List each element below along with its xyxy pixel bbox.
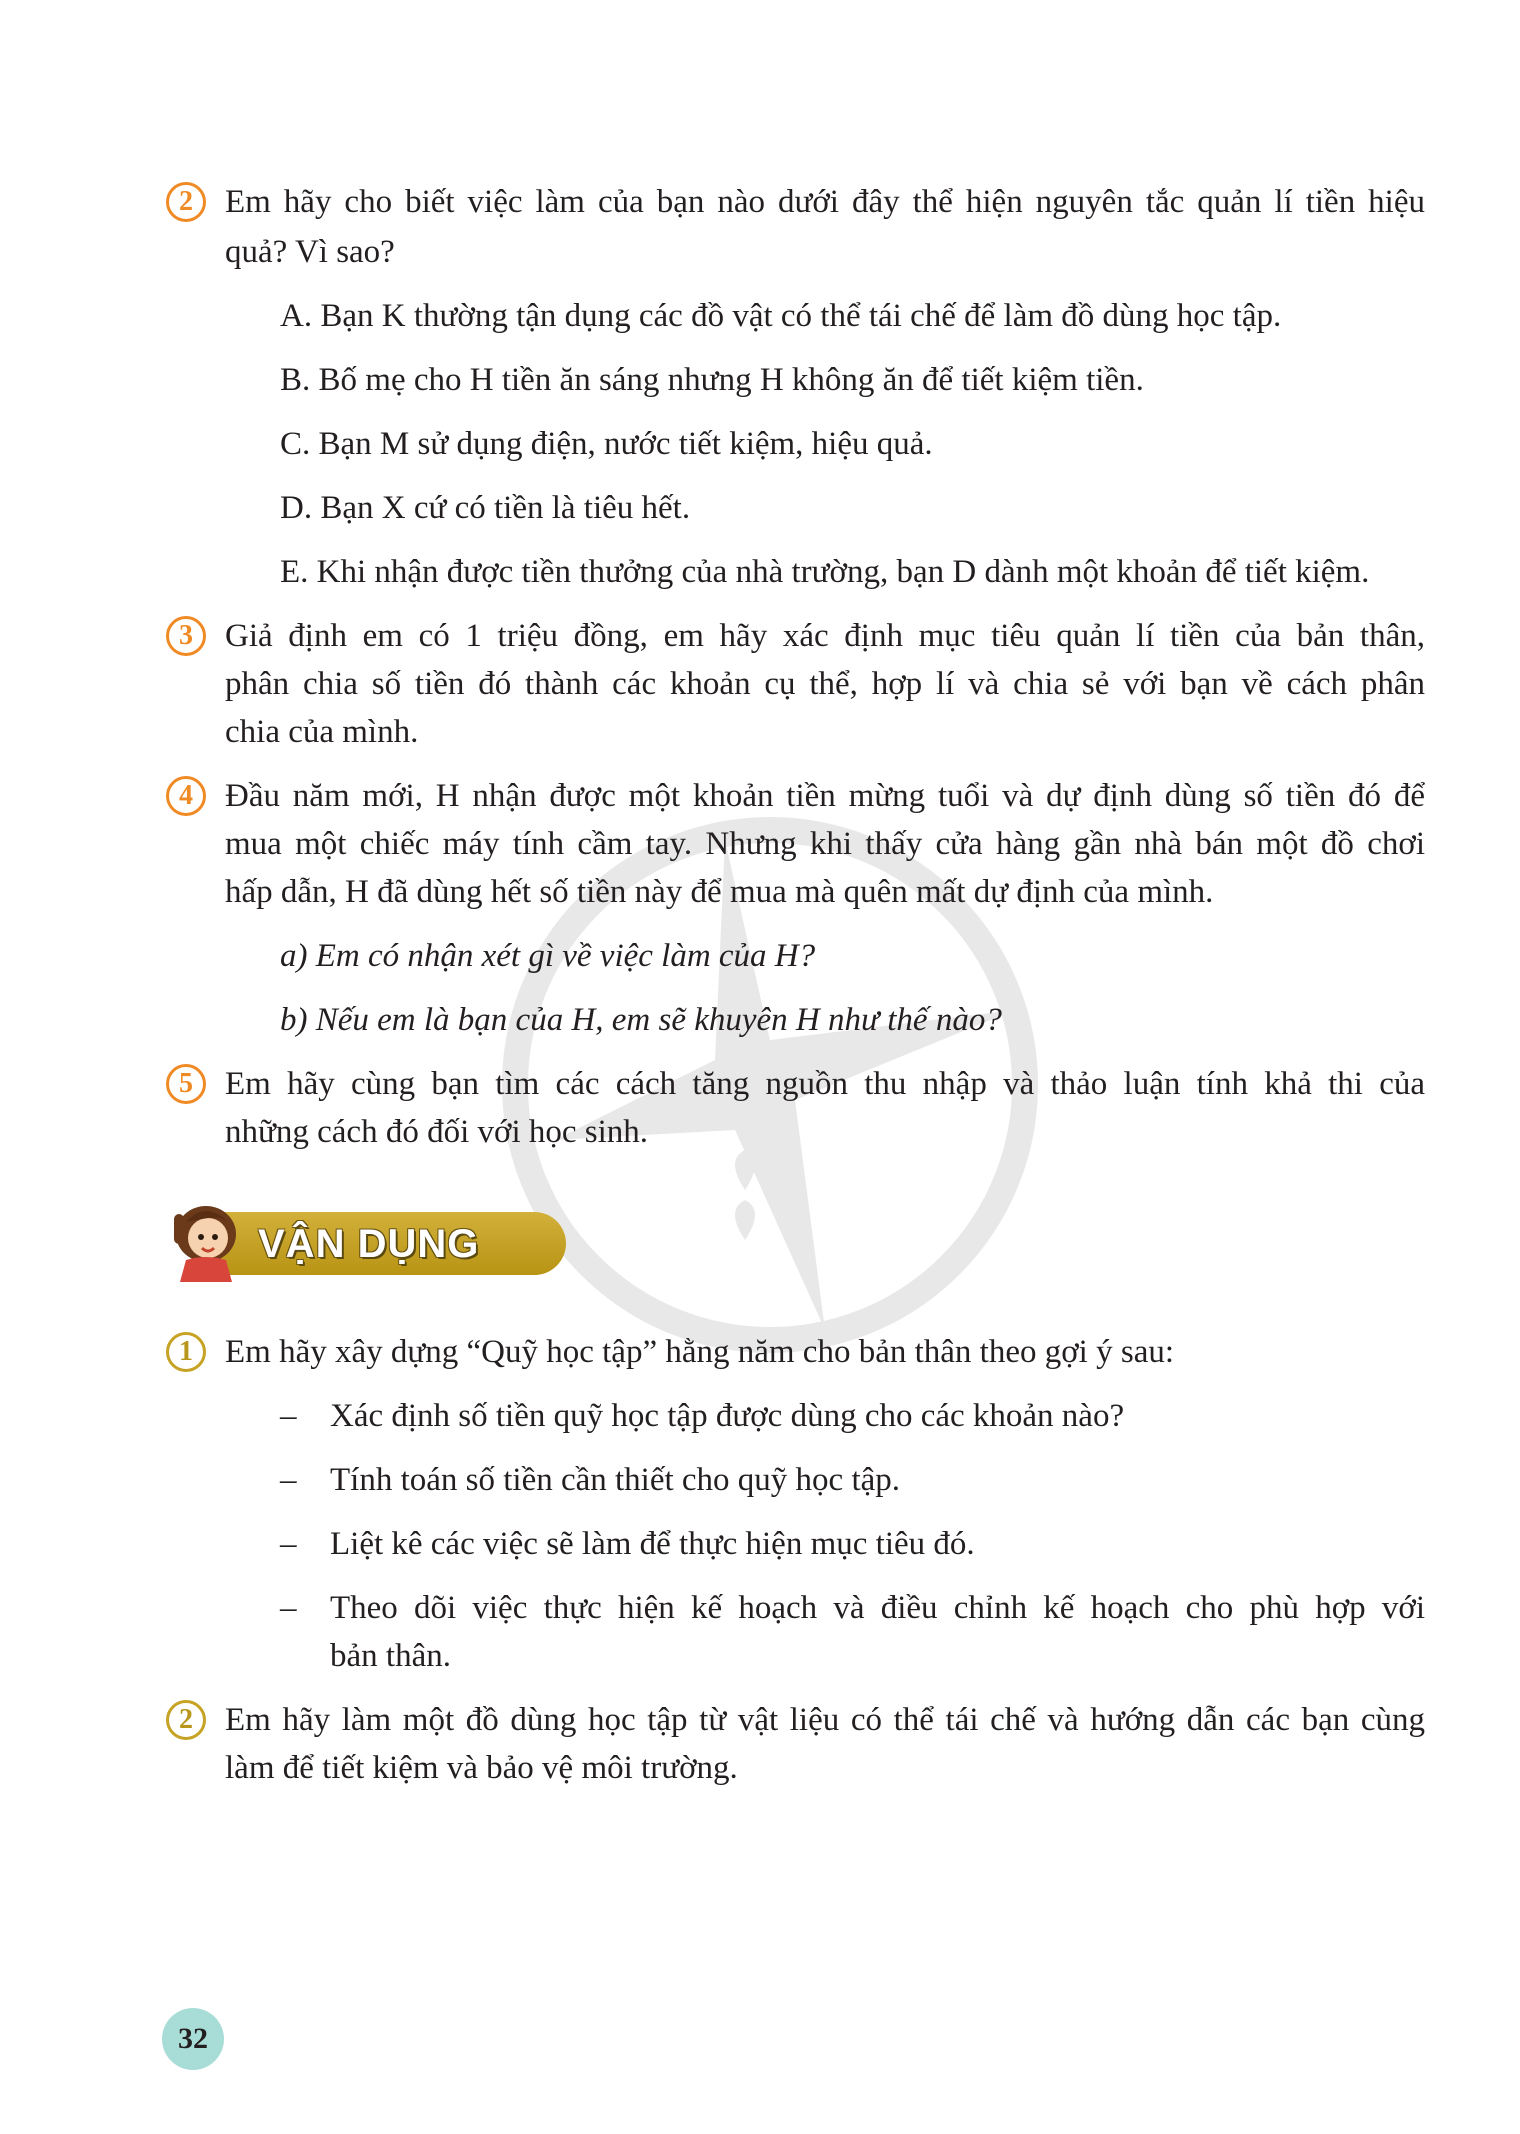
option-b: B. Bố mẹ cho H tiền ăn sáng nhưng H không ăn để tiết kiệm tiền.: [280, 362, 1144, 398]
exercise-number-badge: 3: [166, 616, 206, 656]
exercise-5-text-cont: những cách đó đối với học sinh.: [225, 1114, 649, 1150]
exercise-4-text-end: hấp dẫn, H đã dùng hết số tiền này để mua mà quên mất dự định của mình.: [225, 874, 1214, 910]
bullet-dash: –: [280, 1590, 297, 1626]
application-1-text: Em hãy xây dựng “Quỹ học tập” hằng năm cho bản thân theo gợi ý sau:: [225, 1334, 1175, 1370]
exercise-number-badge: 5: [166, 1064, 206, 1104]
exercise-4-text-cont: mua một chiếc máy tính cầm tay. Nhưng khi thấy cửa hàng gần nhà bán một đồ chơi: [225, 826, 1425, 862]
bullet-dash: –: [280, 1526, 297, 1562]
option-e: E. Khi nhận được tiền thưởng của nhà trường, bạn D dành một khoản để tiết kiệm.: [280, 554, 1370, 590]
exercise-number-badge: 2: [166, 182, 206, 222]
exercise-2-text-cont: quả? Vì sao?: [225, 234, 395, 270]
option-d: D. Bạn X cứ có tiền là tiêu hết.: [280, 490, 691, 526]
exercise-4-text: Đầu năm mới, H nhận được một khoản tiền mừng tuổi và dự định dùng số tiền đó để: [225, 778, 1425, 814]
exercise-4-sub-a: a) Em có nhận xét gì về việc làm của H?: [280, 938, 816, 974]
application-2-text-cont: làm để tiết kiệm và bảo vệ môi trường.: [225, 1750, 738, 1786]
exercise-4-sub-b: b) Nếu em là bạn của H, em sẽ khuyên H như thế nào?: [280, 1002, 1002, 1038]
exercise-2-text: Em hãy cho biết việc làm của bạn nào dưới đây thể hiện nguyên tắc quản lí tiền hiệu: [225, 184, 1425, 220]
exercise-5-text: Em hãy cùng bạn tìm các cách tăng nguồn thu nhập và thảo luận tính khả thi của: [225, 1066, 1425, 1102]
application-1-item: Xác định số tiền quỹ học tập được dùng cho các khoản nào?: [330, 1398, 1125, 1434]
exercise-3-text-end: chia của mình.: [225, 714, 419, 750]
application-1-item: Theo dõi việc thực hiện kế hoạch và điều chỉnh kế hoạch cho phù hợp với: [330, 1590, 1425, 1626]
girl-mascot-icon: [166, 1200, 246, 1282]
option-c: C. Bạn M sử dụng điện, nước tiết kiệm, hiệu quả.: [280, 426, 933, 462]
application-1-item: Tính toán số tiền cần thiết cho quỹ học tập.: [330, 1462, 901, 1498]
exercise-3-text-cont: phân chia số tiền đó thành các khoản cụ thể, hợp lí và chia sẻ với bạn về cách phân: [225, 666, 1425, 702]
application-2-text: Em hãy làm một đồ dùng học tập từ vật liệu có thể tái chế và hướng dẫn các bạn cùng: [225, 1702, 1425, 1738]
section-title: VẬN DỤNG: [258, 1222, 480, 1266]
option-a: A. Bạn K thường tận dụng các đồ vật có thể tái chế để làm đồ dùng học tập.: [280, 298, 1282, 334]
application-number-badge: 2: [166, 1700, 206, 1740]
exercise-number-badge: 4: [166, 776, 206, 816]
application-number-badge: 1: [166, 1332, 206, 1372]
page-number: 32: [162, 2008, 224, 2070]
bullet-dash: –: [280, 1462, 297, 1498]
application-1-item-cont: bản thân.: [330, 1638, 451, 1674]
application-1-item: Liệt kê các việc sẽ làm để thực hiện mục tiêu đó.: [330, 1526, 975, 1562]
exercise-3-text: Giả định em có 1 triệu đồng, em hãy xác định mục tiêu quản lí tiền của bản thân,: [225, 618, 1425, 654]
bullet-dash: –: [280, 1398, 297, 1434]
